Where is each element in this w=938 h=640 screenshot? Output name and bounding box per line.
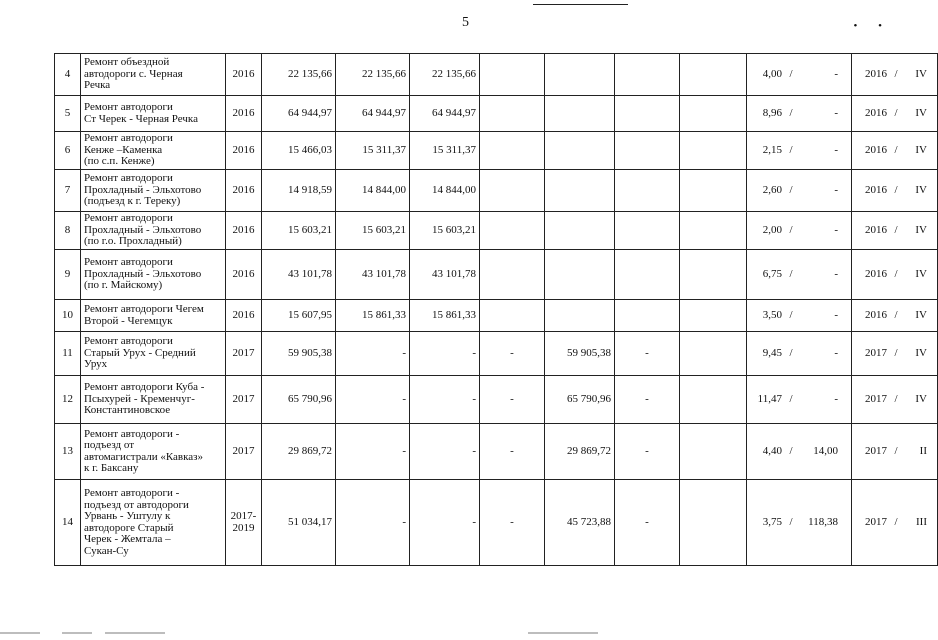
object-name — [81, 212, 226, 250]
cost-value: - — [480, 424, 545, 480]
object-name-line: Ремонт автодороги - — [84, 487, 180, 499]
cost-value: 29 869,72 — [545, 424, 615, 480]
cost-value: 14 844,00 — [336, 170, 410, 212]
object-name-line: Прохладный - Эльхотово — [84, 267, 202, 280]
empty-cell — [680, 332, 747, 376]
term-year: 2017 — [865, 444, 887, 457]
separator: / — [894, 346, 898, 359]
cost-value: 22 135,66 — [336, 54, 410, 96]
object-name-line: Кенже –Каменка — [84, 143, 163, 156]
cost-value: 15 311,37 — [336, 132, 410, 170]
term-cell — [852, 96, 938, 132]
year-cell — [226, 424, 262, 480]
object-name-line: Сукан-Су — [84, 544, 129, 557]
length-km: 2,15 — [762, 143, 782, 156]
table-row — [55, 54, 938, 96]
road-repair-table — [54, 53, 938, 566]
object-name-line: Урух — [84, 358, 108, 371]
cost-value — [545, 96, 615, 132]
object-name-line: подъезд от — [84, 439, 135, 451]
year-line: 2017 — [232, 444, 255, 457]
object-name-line: Прохладный - Эльхотово — [84, 223, 202, 236]
length-secondary: 14,00 — [813, 444, 838, 457]
row-number: 6 — [55, 132, 81, 170]
row-number: 4 — [55, 54, 81, 96]
term-cell — [852, 376, 938, 424]
year-cell — [226, 54, 262, 96]
year-line: 2019 — [232, 521, 255, 534]
term-cell — [852, 250, 938, 300]
table-body — [55, 54, 938, 566]
total-cost: 59 905,38 — [262, 332, 336, 376]
separator: / — [789, 444, 793, 457]
cost-value: 14 844,00 — [410, 170, 480, 212]
term-quarter: II — [919, 444, 927, 457]
year-line: 2016 — [232, 308, 255, 321]
length-km: 3,75 — [762, 515, 782, 528]
object-name-line: Ремонт автодороги — [84, 132, 173, 145]
empty-cell — [680, 376, 747, 424]
year-cell — [226, 480, 262, 566]
year-cell — [226, 376, 262, 424]
table-row — [55, 376, 938, 424]
year-cell — [226, 96, 262, 132]
separator: / — [789, 267, 793, 280]
term-year: 2016 — [865, 223, 887, 236]
term-quarter: III — [916, 515, 927, 528]
table-row — [55, 170, 938, 212]
length-km: 2,60 — [762, 183, 782, 196]
separator: / — [894, 392, 898, 405]
object-name-line: автомагистрали «Кавказ» — [84, 450, 204, 463]
empty-cell — [680, 132, 747, 170]
term-cell — [852, 480, 938, 566]
cost-value: 15 311,37 — [410, 132, 480, 170]
length-cell — [747, 54, 852, 96]
length-cell — [747, 300, 852, 332]
object-name-line: подъезд от автодороги — [84, 498, 189, 511]
length-cell — [747, 132, 852, 170]
cost-value — [615, 132, 680, 170]
length-secondary: - — [834, 308, 838, 321]
cost-value: 59 905,38 — [545, 332, 615, 376]
separator: / — [894, 515, 898, 528]
year-cell — [226, 132, 262, 170]
length-secondary: - — [834, 67, 838, 80]
object-name-line: Ремонт автодороги — [84, 172, 173, 185]
table-row — [55, 212, 938, 250]
length-km: 9,45 — [762, 346, 782, 359]
object-name-line: Ремонт автодороги - — [84, 427, 180, 440]
cost-value: 64 944,97 — [410, 96, 480, 132]
empty-cell — [680, 480, 747, 566]
length-cell — [747, 212, 852, 250]
separator: / — [789, 346, 793, 359]
year-line: 2016 — [232, 143, 255, 156]
cost-value: 15 861,33 — [410, 300, 480, 332]
object-name-line: Черек - Жемтала – — [84, 533, 171, 545]
separator: / — [789, 223, 793, 236]
length-km: 2,00 — [762, 223, 782, 236]
empty-cell — [680, 170, 747, 212]
length-secondary: 118,38 — [808, 515, 838, 528]
object-name — [81, 300, 226, 332]
term-cell — [852, 54, 938, 96]
separator: / — [894, 143, 898, 156]
cost-value: 43 101,78 — [336, 250, 410, 300]
total-cost: 29 869,72 — [262, 424, 336, 480]
term-year: 2016 — [865, 106, 887, 119]
cost-value: - — [615, 480, 680, 566]
total-cost: 15 466,03 — [262, 132, 336, 170]
cost-value: - — [410, 424, 480, 480]
cost-value: - — [336, 424, 410, 480]
length-km: 11,47 — [757, 392, 782, 405]
cost-value: 15 603,21 — [336, 212, 410, 250]
length-secondary: - — [834, 346, 838, 359]
year-line: 2016 — [232, 183, 255, 196]
separator: / — [789, 143, 793, 156]
separator: / — [894, 67, 898, 80]
cost-value: - — [480, 332, 545, 376]
length-km: 4,40 — [762, 444, 782, 457]
separator: / — [789, 515, 793, 528]
term-quarter: IV — [915, 67, 927, 80]
empty-cell — [680, 250, 747, 300]
total-cost: 65 790,96 — [262, 376, 336, 424]
object-name-line: (подъезд к г. Тереку) — [84, 195, 181, 208]
row-number: 11 — [55, 332, 81, 376]
object-name-line: (по с.п. Кенже) — [84, 155, 155, 168]
total-cost: 51 034,17 — [262, 480, 336, 566]
cost-value: - — [615, 332, 680, 376]
cost-value — [615, 54, 680, 96]
cost-value — [615, 300, 680, 332]
length-cell — [747, 376, 852, 424]
separator: / — [894, 223, 898, 236]
object-name-line: Речка — [84, 79, 111, 92]
term-year: 2017 — [865, 392, 887, 405]
page-number: 5 — [462, 15, 469, 30]
cost-value — [615, 250, 680, 300]
cost-value: - — [410, 376, 480, 424]
term-cell — [852, 424, 938, 480]
table-row — [55, 332, 938, 376]
object-name-line: Ремонт автодороги — [84, 335, 173, 348]
term-cell — [852, 212, 938, 250]
cost-value: - — [480, 376, 545, 424]
empty-cell — [680, 300, 747, 332]
row-number: 12 — [55, 376, 81, 424]
term-quarter: IV — [915, 346, 927, 359]
object-name — [81, 480, 226, 566]
term-year: 2016 — [865, 308, 887, 321]
object-name — [81, 54, 226, 96]
length-km: 4,00 — [762, 67, 782, 80]
cost-value — [615, 212, 680, 250]
object-name-line: Ремонт автодороги — [84, 256, 173, 269]
term-year: 2016 — [865, 143, 887, 156]
term-year: 2016 — [865, 183, 887, 196]
length-km: 3,50 — [762, 308, 782, 321]
length-secondary: - — [834, 267, 838, 280]
object-name-line: Второй - Чегемцук — [84, 314, 173, 327]
cost-value — [480, 212, 545, 250]
total-cost: 15 603,21 — [262, 212, 336, 250]
separator: / — [789, 183, 793, 196]
separator: / — [789, 106, 793, 119]
empty-cell — [680, 54, 747, 96]
cost-value: - — [615, 424, 680, 480]
separator: / — [894, 267, 898, 280]
object-name — [81, 132, 226, 170]
year-line: 2016 — [232, 223, 255, 236]
empty-cell — [680, 212, 747, 250]
row-number: 5 — [55, 96, 81, 132]
term-year: 2017 — [865, 515, 887, 528]
cost-value — [545, 170, 615, 212]
object-name-line: Урвань - Уштулу к — [84, 510, 171, 522]
term-quarter: IV — [915, 183, 927, 196]
cost-value: - — [336, 332, 410, 376]
term-year: 2016 — [865, 267, 887, 280]
cost-value: - — [615, 376, 680, 424]
year-line: 2017 — [232, 392, 255, 405]
cost-value — [545, 250, 615, 300]
object-name-line: Ремонт автодороги Чегем — [84, 303, 204, 315]
cost-value: 65 790,96 — [545, 376, 615, 424]
object-name-line: (по г. Майскому) — [84, 279, 163, 292]
row-number: 9 — [55, 250, 81, 300]
length-km: 8,96 — [762, 106, 782, 119]
empty-cell — [680, 96, 747, 132]
total-cost: 15 607,95 — [262, 300, 336, 332]
row-number: 14 — [55, 480, 81, 566]
table-row — [55, 424, 938, 480]
year-line: 2016 — [232, 106, 255, 119]
object-name — [81, 250, 226, 300]
table-row — [55, 480, 938, 566]
cost-value: 15 603,21 — [410, 212, 480, 250]
object-name-line: Ст Черек - Черная Речка — [84, 112, 198, 125]
object-name-line: Старый Урух - Средний — [84, 346, 196, 359]
cost-value: - — [410, 480, 480, 566]
row-number: 7 — [55, 170, 81, 212]
cost-value: 64 944,97 — [336, 96, 410, 132]
length-cell — [747, 170, 852, 212]
separator: / — [789, 308, 793, 321]
object-name-line: Ремонт объездной — [84, 56, 170, 69]
object-name-line: автодороге Старый — [84, 521, 174, 534]
object-name — [81, 96, 226, 132]
object-name-line: автодороги с. Черная — [84, 67, 183, 80]
term-cell — [852, 170, 938, 212]
length-secondary: - — [834, 392, 838, 405]
term-cell — [852, 132, 938, 170]
term-quarter: IV — [915, 143, 927, 156]
year-cell — [226, 212, 262, 250]
object-name-line: Ремонт автодороги Куба - — [84, 381, 205, 394]
object-name-line: Константиновское — [84, 404, 171, 417]
cost-value: - — [336, 376, 410, 424]
object-name-line: к г. Баксану — [84, 462, 139, 474]
year-cell — [226, 250, 262, 300]
object-name-line: Псыхурей - Кременчуг- — [84, 392, 195, 405]
row-number: 10 — [55, 300, 81, 332]
cost-value: - — [336, 480, 410, 566]
empty-cell — [680, 424, 747, 480]
term-cell — [852, 300, 938, 332]
cost-value — [480, 96, 545, 132]
cost-value: 43 101,78 — [410, 250, 480, 300]
cost-value — [480, 132, 545, 170]
year-cell — [226, 300, 262, 332]
cost-value — [480, 250, 545, 300]
separator: / — [894, 308, 898, 321]
object-name — [81, 170, 226, 212]
cost-value: 22 135,66 — [410, 54, 480, 96]
table-row — [55, 132, 938, 170]
length-cell — [747, 480, 852, 566]
table-row — [55, 96, 938, 132]
total-cost: 64 944,97 — [262, 96, 336, 132]
total-cost: 43 101,78 — [262, 250, 336, 300]
term-year: 2017 — [865, 346, 887, 359]
length-cell — [747, 96, 852, 132]
cost-value — [545, 300, 615, 332]
total-cost: 14 918,59 — [262, 170, 336, 212]
year-line: 2016 — [232, 67, 255, 80]
year-line: 2017 — [232, 346, 255, 359]
length-secondary: - — [834, 143, 838, 156]
cost-value: 15 861,33 — [336, 300, 410, 332]
year-cell — [226, 332, 262, 376]
cost-value: - — [480, 480, 545, 566]
length-cell — [747, 424, 852, 480]
cost-value — [545, 54, 615, 96]
cost-value — [480, 170, 545, 212]
object-name — [81, 424, 226, 480]
year-line: 2016 — [232, 267, 255, 280]
cost-value — [615, 96, 680, 132]
total-cost: 22 135,66 — [262, 54, 336, 96]
term-quarter: IV — [915, 223, 927, 236]
length-km: 6,75 — [762, 267, 782, 280]
length-secondary: - — [834, 106, 838, 119]
length-cell — [747, 332, 852, 376]
object-name-line: Ремонт автодороги — [84, 212, 173, 225]
separator: / — [789, 392, 793, 405]
year-line: 2017- — [230, 510, 257, 522]
object-name-line: Ремонт автодороги — [84, 101, 173, 113]
separator: / — [789, 67, 793, 80]
object-name-line: Прохладный - Эльхотово — [84, 183, 202, 196]
term-cell — [852, 332, 938, 376]
object-name-line: (по г.о. Прохладный) — [84, 235, 182, 248]
object-name — [81, 332, 226, 376]
term-quarter: IV — [915, 267, 927, 280]
cost-value: 45 723,88 — [545, 480, 615, 566]
length-secondary: - — [834, 223, 838, 236]
cost-value — [480, 54, 545, 96]
cost-value — [545, 132, 615, 170]
corner-marks: • • — [853, 20, 891, 32]
row-number: 13 — [55, 424, 81, 480]
cost-value — [480, 300, 545, 332]
separator: / — [894, 106, 898, 119]
top-rule — [533, 4, 628, 5]
year-cell — [226, 170, 262, 212]
cost-value — [615, 170, 680, 212]
term-quarter: IV — [915, 106, 927, 119]
cost-value — [545, 212, 615, 250]
term-year: 2016 — [865, 67, 887, 80]
length-cell — [747, 250, 852, 300]
object-name — [81, 376, 226, 424]
cost-value: - — [410, 332, 480, 376]
separator: / — [894, 183, 898, 196]
table-row — [55, 250, 938, 300]
term-quarter: IV — [915, 392, 927, 405]
length-secondary: - — [834, 183, 838, 196]
table-row — [55, 300, 938, 332]
term-quarter: IV — [915, 308, 927, 321]
scan-artifacts — [0, 632, 905, 638]
separator: / — [894, 444, 898, 457]
row-number: 8 — [55, 212, 81, 250]
